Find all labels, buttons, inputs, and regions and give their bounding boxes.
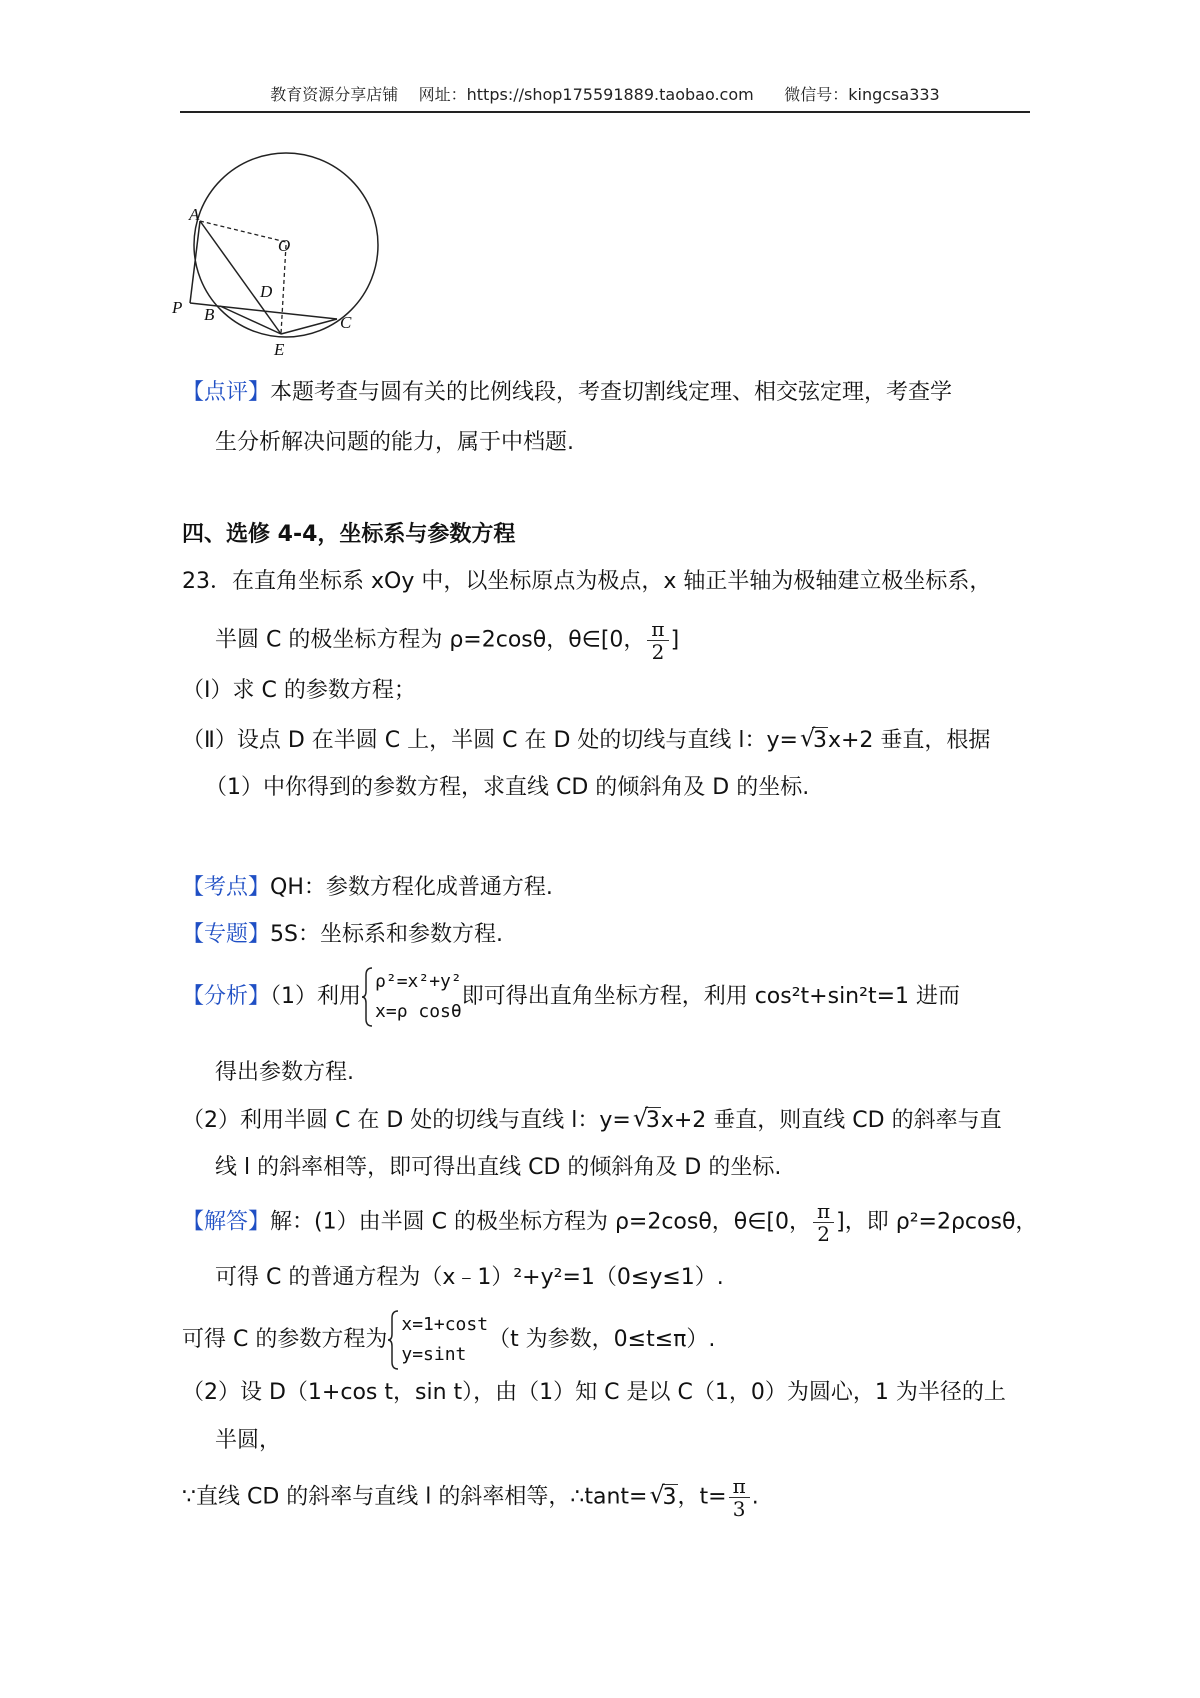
left-brace-icon xyxy=(387,1310,399,1370)
zhuanti-line xyxy=(182,920,503,950)
jieda-line-3-text-b: （t 为参数，0≤t≤π）. xyxy=(488,1327,716,1352)
jieda-sqrt-radicand: 3 xyxy=(662,1484,677,1510)
jieda-text-a: 解：(1）由半圆 C 的极坐标方程为 ρ=2cosθ，θ∈[0， xyxy=(270,1209,812,1235)
zhuanti-text: 5S：坐标系和参数方程. xyxy=(270,922,503,947)
fenxi-system-row-1: ρ²=x²+y² xyxy=(375,971,462,992)
circle-diagram xyxy=(172,150,400,370)
jieda-system-row-1: x=1+cost xyxy=(401,1314,489,1335)
fraction-numerator: π xyxy=(647,618,668,641)
jieda-fraction-numerator: π xyxy=(813,1200,834,1223)
jieda-line-4: （2）设 D（1+cos t，sin t），由（1）知 C 是以 C（1，0）为圆心，1 为半径的上 xyxy=(182,1380,1006,1405)
jieda-line-6-text-a: ∵直线 CD 的斜率与直线 l 的斜率相等，∴tant= xyxy=(182,1484,648,1510)
sqrt-3 xyxy=(800,726,828,756)
jieda-text-b: ]，即 ρ²=2ρcosθ， xyxy=(836,1209,1038,1235)
problem-line-2 xyxy=(215,618,679,663)
left-brace-icon xyxy=(361,967,373,1027)
header-site-label: 网址： xyxy=(418,85,467,104)
label-d: D xyxy=(260,282,273,301)
fenxi-line-2: 得出参数方程. xyxy=(215,1060,354,1085)
review-tag: 【点评】 xyxy=(182,380,271,405)
fenxi-line-3-text-a: （2）利用半圆 C 在 D 处的切线与直线 l：y= xyxy=(182,1108,631,1133)
header-wechat-label: 微信号： xyxy=(784,85,849,104)
fenxi-equation-system xyxy=(361,967,462,1027)
fenxi-line-4: 线 l 的斜率相等，即可得出直线 CD 的倾斜角及 D 的坐标. xyxy=(215,1155,782,1180)
fenxi-text-a: （1）利用 xyxy=(270,984,362,1009)
jieda-line-1 xyxy=(182,1200,1037,1245)
fenxi-system-row-2: x=ρ cosθ xyxy=(375,1001,462,1022)
jieda-equation-system xyxy=(387,1310,488,1370)
jieda-line-3 xyxy=(182,1310,715,1370)
review-line-2 xyxy=(215,428,574,458)
header-shop: 教育资源分享店铺 xyxy=(270,85,399,104)
fraction-pi-over-2 xyxy=(647,618,668,663)
review-text-2: 生分析解决问题的能力，属于中档题. xyxy=(215,430,574,455)
problem-line-2-text: 半圆 C 的极坐标方程为 ρ=2cosθ，θ∈[0， xyxy=(215,627,646,653)
radical-sign-icon: √ xyxy=(799,724,816,752)
jieda-fraction-pi-over-3 xyxy=(729,1475,750,1520)
header-site-url[interactable]: https://shop175591889.taobao.com xyxy=(466,85,754,104)
fraction-denominator: 2 xyxy=(651,640,665,664)
review-line-1 xyxy=(182,378,952,408)
review-text-1: 本题考查与圆有关的比例线段，考查切割线定理、相交弦定理，考查学 xyxy=(270,380,953,405)
fenxi-sqrt-3 xyxy=(633,1106,661,1136)
jieda-line-5: 半圆， xyxy=(215,1428,282,1453)
radical-sign-icon: √ xyxy=(632,1104,649,1132)
question-2-line-1 xyxy=(182,726,990,756)
question-2-line-2: （1）中你得到的参数方程，求直线 CD 的倾斜角及 D 的坐标. xyxy=(205,775,810,800)
fenxi-line-3-text-b: x+2 垂直，则直线 CD 的斜率与直 xyxy=(660,1108,1002,1133)
jieda-tag: 【解答】 xyxy=(182,1209,271,1235)
label-c: C xyxy=(340,313,352,332)
jieda-line-6-text-c: . xyxy=(751,1484,759,1510)
problem-line-1: 23．在直角坐标系 xOy 中，以坐标原点为极点，x 轴正半轴为极轴建立极坐标系， xyxy=(182,569,992,594)
header-wechat-id: kingcsa333 xyxy=(848,85,940,104)
jieda-sqrt-3 xyxy=(649,1480,678,1513)
label-b: B xyxy=(204,305,215,324)
fenxi-sqrt-radicand: 3 xyxy=(645,1108,660,1133)
problem-line-2-end: ] xyxy=(670,627,680,653)
kaodian-tag: 【考点】 xyxy=(182,875,271,900)
radical-sign-icon: √ xyxy=(649,1480,665,1509)
question-2-text-b: x+2 垂直，根据 xyxy=(827,728,991,753)
jieda-fraction-denominator: 2 xyxy=(817,1222,830,1246)
fenxi-tag: 【分析】 xyxy=(182,984,271,1009)
label-p: P xyxy=(172,298,183,317)
zhuanti-tag: 【专题】 xyxy=(182,922,271,947)
page-header xyxy=(180,82,1030,105)
label-e: E xyxy=(274,340,285,359)
fenxi-line-1 xyxy=(182,967,960,1027)
jieda-fraction-pi3-denominator: 3 xyxy=(732,1497,746,1521)
fenxi-line-3 xyxy=(182,1106,1002,1136)
question-1: （Ⅰ）求 C 的参数方程； xyxy=(182,678,416,703)
label-o: O xyxy=(278,236,291,255)
kaodian-line xyxy=(182,873,553,903)
sqrt-radicand: 3 xyxy=(812,728,827,753)
section-title: 四、选修 4-4，坐标系与参数方程 xyxy=(182,522,516,547)
header-divider xyxy=(180,111,1030,113)
fenxi-text-b: 即可得出直角坐标方程，利用 cos²t+sin²t=1 进而 xyxy=(461,984,960,1009)
jieda-line-2: 可得 C 的普通方程为（x﹣1）²+y²=1（0≤y≤1）. xyxy=(215,1265,724,1290)
jieda-line-3-text-a: 可得 C 的参数方程为 xyxy=(182,1327,388,1352)
jieda-line-6 xyxy=(182,1475,759,1520)
jieda-system-row-2: y=sint xyxy=(401,1344,467,1365)
jieda-line-6-text-b: ，t= xyxy=(677,1484,727,1510)
jieda-fraction-pi-over-2 xyxy=(813,1200,834,1245)
kaodian-text: QH：参数方程化成普通方程. xyxy=(270,875,553,900)
label-a: A xyxy=(189,205,200,224)
question-2-text-a: （Ⅱ）设点 D 在半圆 C 上，半圆 C 在 D 处的切线与直线 l：y= xyxy=(182,728,798,753)
segment-oe xyxy=(281,245,286,334)
jieda-fraction-pi3-numerator: π xyxy=(729,1475,750,1498)
